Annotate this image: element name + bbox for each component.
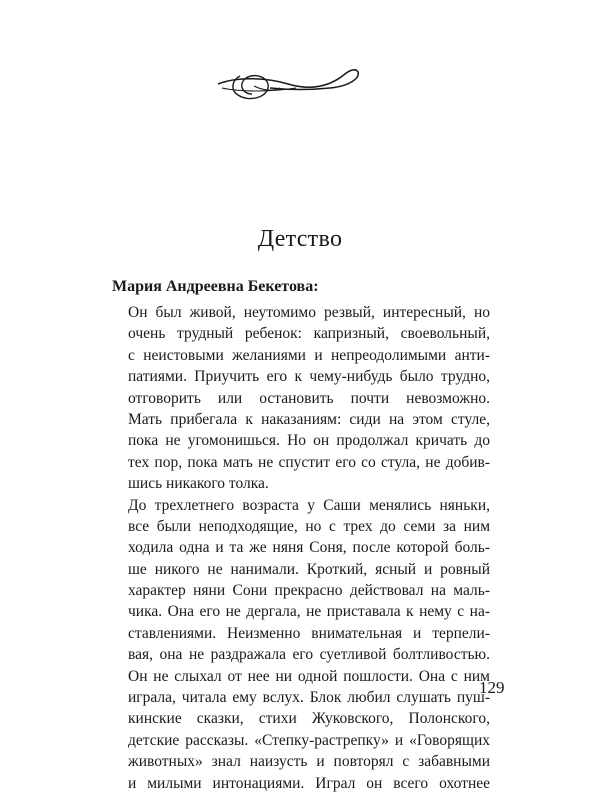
chapter-title: Детство bbox=[257, 226, 343, 252]
text-line: ставлениями. Неизменно внимательная и терпели- bbox=[128, 624, 490, 642]
text-line: Мать прибегала к наказаниям: сиди на этом стуле, bbox=[128, 410, 490, 428]
text-line: кинские сказки, стихи Жуковского, Полонского, bbox=[128, 710, 490, 728]
text-line: пока не угомонишься. Но он продолжал кричать до bbox=[128, 432, 490, 450]
decorative-flourish-icon bbox=[210, 62, 370, 112]
text-line: характер няни Сони прекрасно действовал на маль- bbox=[128, 582, 490, 600]
text-line: отговорить или остановить почти невозможно. bbox=[128, 389, 490, 407]
text-line: с неистовыми желаниями и непреодолимыми анти- bbox=[128, 346, 490, 364]
text-line: До трехлетнего возраста у Саши менялись няньки, bbox=[128, 496, 490, 514]
text-line: Он не слыхал от нее ни одной пошлости. Она с ним bbox=[128, 667, 490, 685]
text-line: животных» знал наизусть и повторял с забавными bbox=[128, 753, 490, 771]
text-line: шись никакого толка. bbox=[128, 475, 269, 493]
text-line: ходила одна и та же няня Соня, после которой боль- bbox=[128, 539, 490, 557]
text-line: патиями. Приучить его к чему-нибудь было трудно, bbox=[128, 368, 490, 386]
text-line: вая, она не раздражала его суетливой болтливостью. bbox=[128, 646, 490, 664]
text-line: чика. Она его не дергала, не приставала к нему с на- bbox=[128, 603, 490, 621]
text-line: детские рассказы. «Степку-растрепку» и «Говорящих bbox=[128, 731, 490, 749]
text-line: все были неподходящие, но с трех до семи за ним bbox=[128, 517, 490, 535]
page-number: 129 bbox=[479, 678, 505, 697]
text-line: Он был живой, неутомимо резвый, интересный, но bbox=[128, 304, 490, 321]
speaker-name: Мария Андреевна Бекетова: bbox=[112, 278, 319, 295]
text-line: очень трудный ребенок: капризный, своевольный, bbox=[128, 325, 490, 343]
text-line: тех пор, пока мать не спустит его со стула, не добив- bbox=[128, 453, 490, 471]
text-line: ше никого не нанимали. Кроткий, ясный и ровный bbox=[128, 560, 490, 578]
text-line: и милыми интонациями. Играл он всего охотнее bbox=[128, 774, 490, 792]
text-line: играла, читала ему вслух. Блок любил слушать пуш- bbox=[128, 689, 490, 707]
body-text bbox=[128, 302, 490, 794]
